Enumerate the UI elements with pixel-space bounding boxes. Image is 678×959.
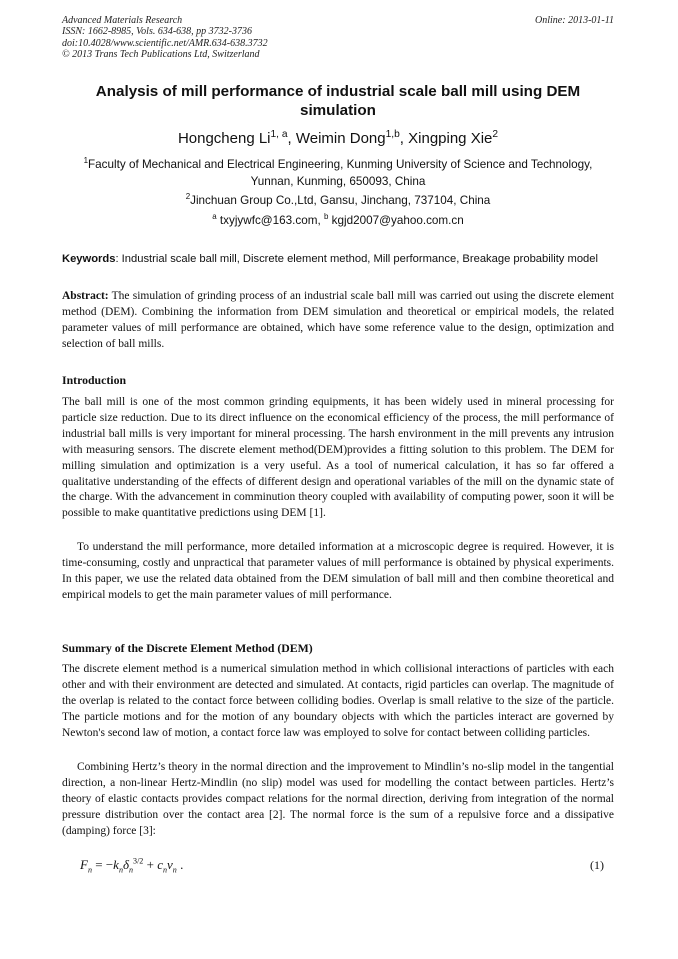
- author-separator: ,: [399, 130, 409, 147]
- keywords-label: Keywords: [62, 253, 116, 265]
- paragraph: The discrete element method is a numerical simulation method in which collisional interactions of particles with each other and with their environment are detected and simulated. At contacts, rigid particles can overlap. The magnitude of the overlap is related to the contact force between colliding bodies. Overlap is small relative to the size of the particle. The particle motions and for the motion of any boundary objects with which the particles interact are governed by Newton's second law of motion, a contact force law was employed to solve for contact between colliding particles.: [62, 663, 614, 739]
- affil-text: Yunnan, Kunming, 650093, China: [250, 174, 426, 188]
- author-list: [62, 130, 614, 148]
- email-mark: b: [324, 212, 329, 222]
- author-name: Xingping Xie: [408, 130, 493, 147]
- issn-line: ISSN: 1662-8985, Vols. 634-638, pp 3732-3736: [62, 26, 252, 38]
- copyright-line: © 2013 Trans Tech Publications Ltd, Switzerland: [62, 48, 260, 60]
- email-mark: a: [212, 212, 217, 222]
- title-line-1: Analysis of mill performance of industrial scale ball mill using DEM: [95, 83, 581, 100]
- section-heading-dem: Summary of the Discrete Element Method (DEM): [62, 641, 313, 655]
- abstract-text: The simulation of grinding process of an industrial scale ball mill was carried out using the discrete element method (DEM). Combining the information from DEM simulation and theoretical or empirical models, the related parameter values of mill performance are obtained, which have some reference value to the design, optimization and selection of ball mills.: [62, 290, 614, 350]
- online-date: Online: 2013-01-11: [535, 15, 614, 26]
- title-line-2: simulation: [300, 102, 376, 119]
- affil-mark: 2: [185, 192, 191, 202]
- paragraph: Combining Hertz’s theory in the normal direction and the improvement to Mindlin’s no-slip model in the tangential direction, a non-linear Hertz-Mindlin (no slip) model was used for modelling the contact between particles. Hertz’s theory of elastic contacts provides compact relations for the normal direction, deriving from integration of the normal pressure distribution over the contact area [2]. The normal force is the sum of a repulsive force and a dissipative (damping) force [3]:: [62, 761, 614, 837]
- author-name: Weimin Dong: [295, 130, 386, 147]
- abstract-label: Abstract:: [62, 290, 109, 302]
- doi-line: doi:10.4028/www.scientific.net/AMR.634-638.3732: [62, 37, 268, 49]
- equation-1: $F_n = -k_n\delta_n^{3/2} + c_nv_n$ .: [80, 856, 184, 875]
- equation-number: (1): [590, 858, 604, 872]
- section-heading-introduction: Introduction: [62, 373, 127, 387]
- affil-text: Faculty of Mechanical and Electrical Engineering, Kunming University of Science and Technology,: [88, 158, 593, 171]
- author-affil-mark: 1, a: [270, 129, 288, 140]
- running-header: [62, 15, 614, 60]
- author-emails: [62, 213, 614, 230]
- paragraph: The ball mill is one of the most common grinding equipments, it has been widely used in mineral processing for particle size reduction. Due to its direct influence on the economical efficiency of the process, the mill performance of industrial ball mills is very important for mineral processing. The harsh environment in the mill prevents any intrusion with measuring sensors. The discrete element method(DEM)provides a fitting solution to this problem. The DEM for milling simulation and optimization is a very useful. As a tool of numerical calculation, it has so far offered a qualitative understanding of the effects of different design and operational variables of the mill on the dynamic state of the charge. With the advancement in comminution theory coupled with availability of computing power, soon it will be possible to make quantitative predictions using DEM [1].: [62, 396, 614, 520]
- keywords-text: : Industrial scale ball mill, Discrete element method, Mill performance, Breakage probability model: [115, 253, 598, 265]
- paper-title: [62, 82, 614, 120]
- email-address: txyjywfc@163.com,: [216, 214, 324, 227]
- author-separator: ,: [287, 130, 296, 147]
- author-affil-mark: 1,b: [385, 129, 400, 140]
- affiliation-2: [62, 193, 614, 210]
- author-name: Hongcheng Li: [177, 130, 271, 147]
- affil-text: Jinchuan Group Co.,Ltd, Gansu, Jinchang, 737104, China: [190, 194, 491, 207]
- affiliation-1: [62, 157, 614, 190]
- email-address: kgjd2007@yahoo.com.cn: [328, 214, 464, 227]
- affil-mark: 1: [83, 156, 89, 166]
- author-affil-mark: 2: [492, 129, 499, 140]
- paragraph: To understand the mill performance, more detailed information at a microscopic degree is required. However, it is time-consuming, costly and unpractical that parameter values of mill performance is obtained by physical experiments. In this paper, we use the related data obtained from the DEM simulation of ball mill and then combine theoretical and empirical models to get the main parameter values of mill performance.: [62, 541, 614, 601]
- keywords: [62, 252, 614, 267]
- journal-name: Advanced Materials Research: [62, 15, 183, 26]
- abstract: [62, 289, 614, 353]
